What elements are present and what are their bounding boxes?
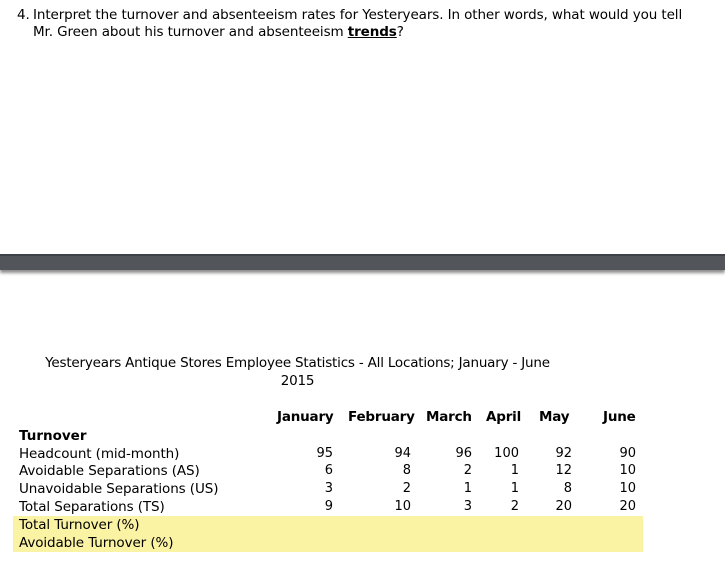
cell-headcount-jun: 90 — [619, 446, 636, 461]
cell-us-jan: 3 — [324, 481, 333, 496]
cell-headcount-may: 92 — [555, 446, 572, 461]
question-text-line-2: Mr. Green about his turnover and absenteeism — [33, 24, 348, 40]
question-line-1 — [17, 7, 721, 24]
question-number: 4. — [17, 7, 30, 23]
cell-as-jun: 10 — [619, 463, 636, 478]
cell-ts-may: 20 — [555, 499, 572, 514]
cell-us-mar: 1 — [463, 481, 472, 496]
table-title-line-2: 2015 — [280, 373, 315, 389]
cell-headcount-feb: 94 — [394, 446, 411, 461]
column-header-april: April — [486, 409, 522, 425]
cell-headcount-mar: 96 — [455, 446, 472, 461]
cell-as-apr: 1 — [510, 463, 519, 478]
row-label-avoidable-separations: Avoidable Separations (AS) — [19, 463, 200, 479]
page-divider — [0, 254, 725, 270]
row-label-unavoidable-separations: Unavoidable Separations (US) — [19, 481, 219, 497]
emphasis-word: trends — [347, 24, 397, 40]
cell-as-may: 12 — [555, 463, 572, 478]
cell-ts-feb: 10 — [394, 499, 411, 514]
cell-ts-jun: 20 — [619, 499, 636, 514]
cell-us-jun: 10 — [619, 481, 636, 496]
cell-headcount-apr: 100 — [494, 446, 519, 461]
row-label-total-separations: Total Separations (TS) — [19, 499, 165, 515]
cell-as-jan: 6 — [324, 463, 333, 478]
table-title — [25, 354, 570, 390]
cell-us-feb: 2 — [402, 481, 411, 496]
column-header-june: June — [603, 409, 636, 425]
column-header-february: February — [348, 409, 415, 425]
cell-ts-apr: 2 — [510, 499, 519, 514]
row-label-avoidable-turnover: Avoidable Turnover (%) — [19, 535, 174, 551]
column-header-january: January — [277, 409, 334, 425]
question-text — [17, 7, 721, 41]
cell-as-mar: 2 — [463, 463, 472, 478]
cell-us-apr: 1 — [510, 481, 519, 496]
question-text-line-1: Interpret the turnover and absenteeism rates for Yesteryears. In other words, what would you tell — [33, 7, 683, 23]
row-label-total-turnover: Total Turnover (%) — [19, 517, 140, 533]
question-line-2 — [17, 24, 721, 41]
cell-ts-jan: 9 — [324, 499, 333, 514]
cell-headcount-jan: 95 — [316, 446, 333, 461]
column-header-may: May — [539, 409, 570, 425]
table-title-line-1: Yesteryears Antique Stores Employee Statistics - All Locations; January - June — [45, 355, 550, 371]
section-heading-turnover: Turnover — [19, 428, 87, 444]
question-text-end: ? — [396, 24, 404, 40]
cell-ts-mar: 3 — [463, 499, 472, 514]
cell-us-may: 8 — [563, 481, 572, 496]
column-header-march: March — [426, 409, 472, 425]
row-label-headcount: Headcount (mid-month) — [19, 446, 180, 462]
cell-as-feb: 8 — [402, 463, 411, 478]
